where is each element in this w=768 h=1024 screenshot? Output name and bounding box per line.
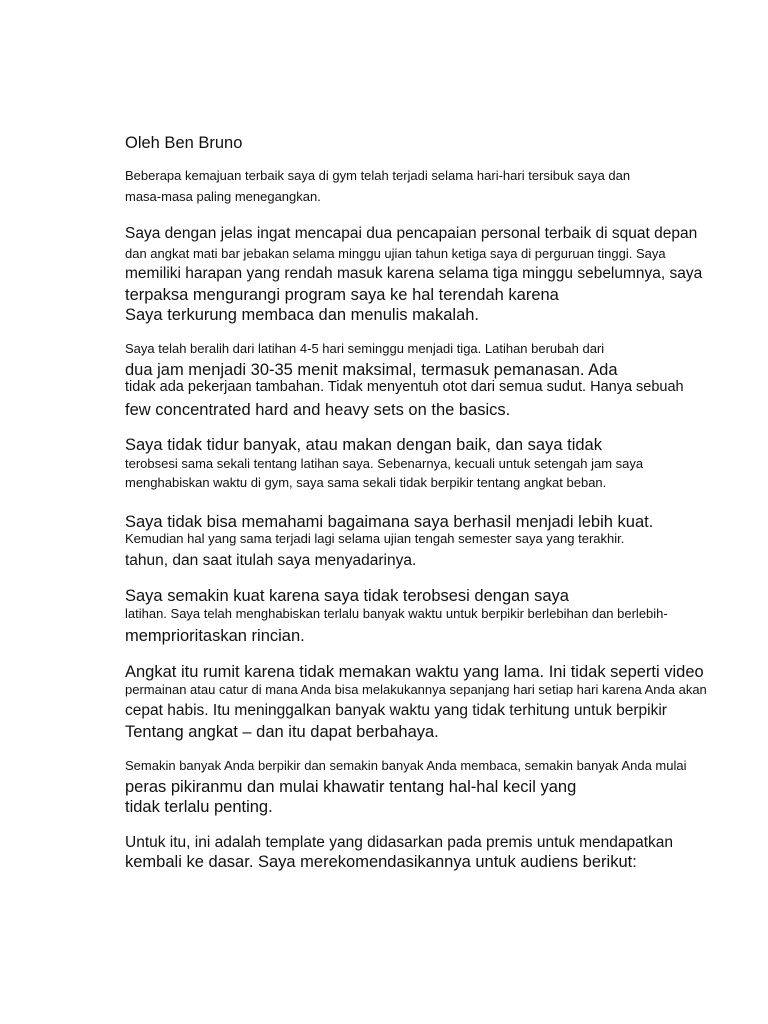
paragraph-2-line-4: terpaksa mengurangi program saya ke hal terendah karena [125, 286, 559, 304]
paragraph-6-line-1: Saya semakin kuat karena saya tidak terobsesi dengan saya [125, 587, 569, 605]
paragraph-9-line-1: Untuk itu, ini adalah template yang didasarkan pada premis untuk mendapatkan [125, 834, 674, 851]
paragraph-7-line-1: Angkat itu rumit karena tidak memakan waktu yang lama. Ini tidak seperti video [125, 663, 704, 681]
paragraph-2-line-5: Saya terkurung membaca dan menulis makalah. [125, 306, 480, 324]
paragraph-1-line-1: Beberapa kemajuan terbaik saya di gym telah terjadi selama hari-hari tersibuk saya dan [125, 168, 631, 183]
paragraph-8-line-2: peras pikiranmu dan mulai khawatir tentang hal-hal kecil yang [125, 778, 577, 796]
paragraph-8-line-3: tidak terlalu penting. [125, 798, 273, 816]
paragraph-8-line-1: Semakin banyak Anda berpikir dan semakin banyak Anda membaca, semakin banyak Anda mulai [125, 758, 687, 773]
paragraph-2-line-3: memiliki harapan yang rendah masuk karena selama tiga minggu sebelumnya, saya [125, 265, 703, 282]
paragraph-3-line-2: dua jam menjadi 30-35 menit maksimal, termasuk pemanasan. Ada [125, 361, 618, 379]
paragraph-6-line-2: latihan. Saya telah menghabiskan terlalu banyak waktu untuk berpikir berlebihan dan berlebih- [125, 606, 668, 621]
paragraph-4-line-3: menghabiskan waktu di gym, saya sama sekali tidak berpikir tentang angkat beban. [125, 475, 607, 490]
paragraph-5-line-3: tahun, dan saat itulah saya menyadarinya. [125, 552, 417, 569]
paragraph-5-line-2: Kemudian hal yang sama terjadi lagi selama ujian tengah semester saya yang terakhir. [125, 531, 625, 546]
paragraph-3-line-4: few concentrated hard and heavy sets on the basics. [125, 401, 511, 419]
paragraph-1-line-2: masa-masa paling menegangkan. [125, 189, 321, 204]
paragraph-7-line-2: permainan atau catur di mana Anda bisa melakukannya sepanjang hari setiap hari karena Anda akan [125, 682, 707, 697]
paragraph-5-line-1: Saya tidak bisa memahami bagaimana saya berhasil menjadi lebih kuat. [125, 513, 654, 531]
paragraph-9-line-2: kembali ke dasar. Saya merekomendasikannya untuk audiens berikut: [125, 853, 637, 871]
paragraph-3-line-1: Saya telah beralih dari latihan 4-5 hari seminggu menjadi tiga. Latihan berubah dari [125, 341, 605, 356]
author-byline: Oleh Ben Bruno [125, 134, 243, 152]
paragraph-2-line-1: Saya dengan jelas ingat mencapai dua pencapaian personal terbaik di squat depan [125, 225, 698, 242]
paragraph-4-line-1: Saya tidak tidur banyak, atau makan dengan baik, dan saya tidak [125, 436, 602, 454]
paragraph-7-line-3: cepat habis. Itu meninggalkan banyak waktu yang tidak terhitung untuk berpikir [125, 702, 667, 719]
paragraph-4-line-2: terobsesi sama sekali tentang latihan saya. Sebenarnya, kecuali untuk setengah jam saya [125, 456, 644, 471]
paragraph-6-line-3: memprioritaskan rincian. [125, 627, 305, 645]
paragraph-3-line-3: tidak ada pekerjaan tambahan. Tidak menyentuh otot dari semua sudut. Hanya sebuah [125, 379, 684, 395]
paragraph-7-line-4: Tentang angkat – dan itu dapat berbahaya. [125, 723, 439, 741]
paragraph-2-line-2: dan angkat mati bar jebakan selama minggu ujian tahun ketiga saya di perguruan tinggi. Saya [125, 246, 666, 261]
